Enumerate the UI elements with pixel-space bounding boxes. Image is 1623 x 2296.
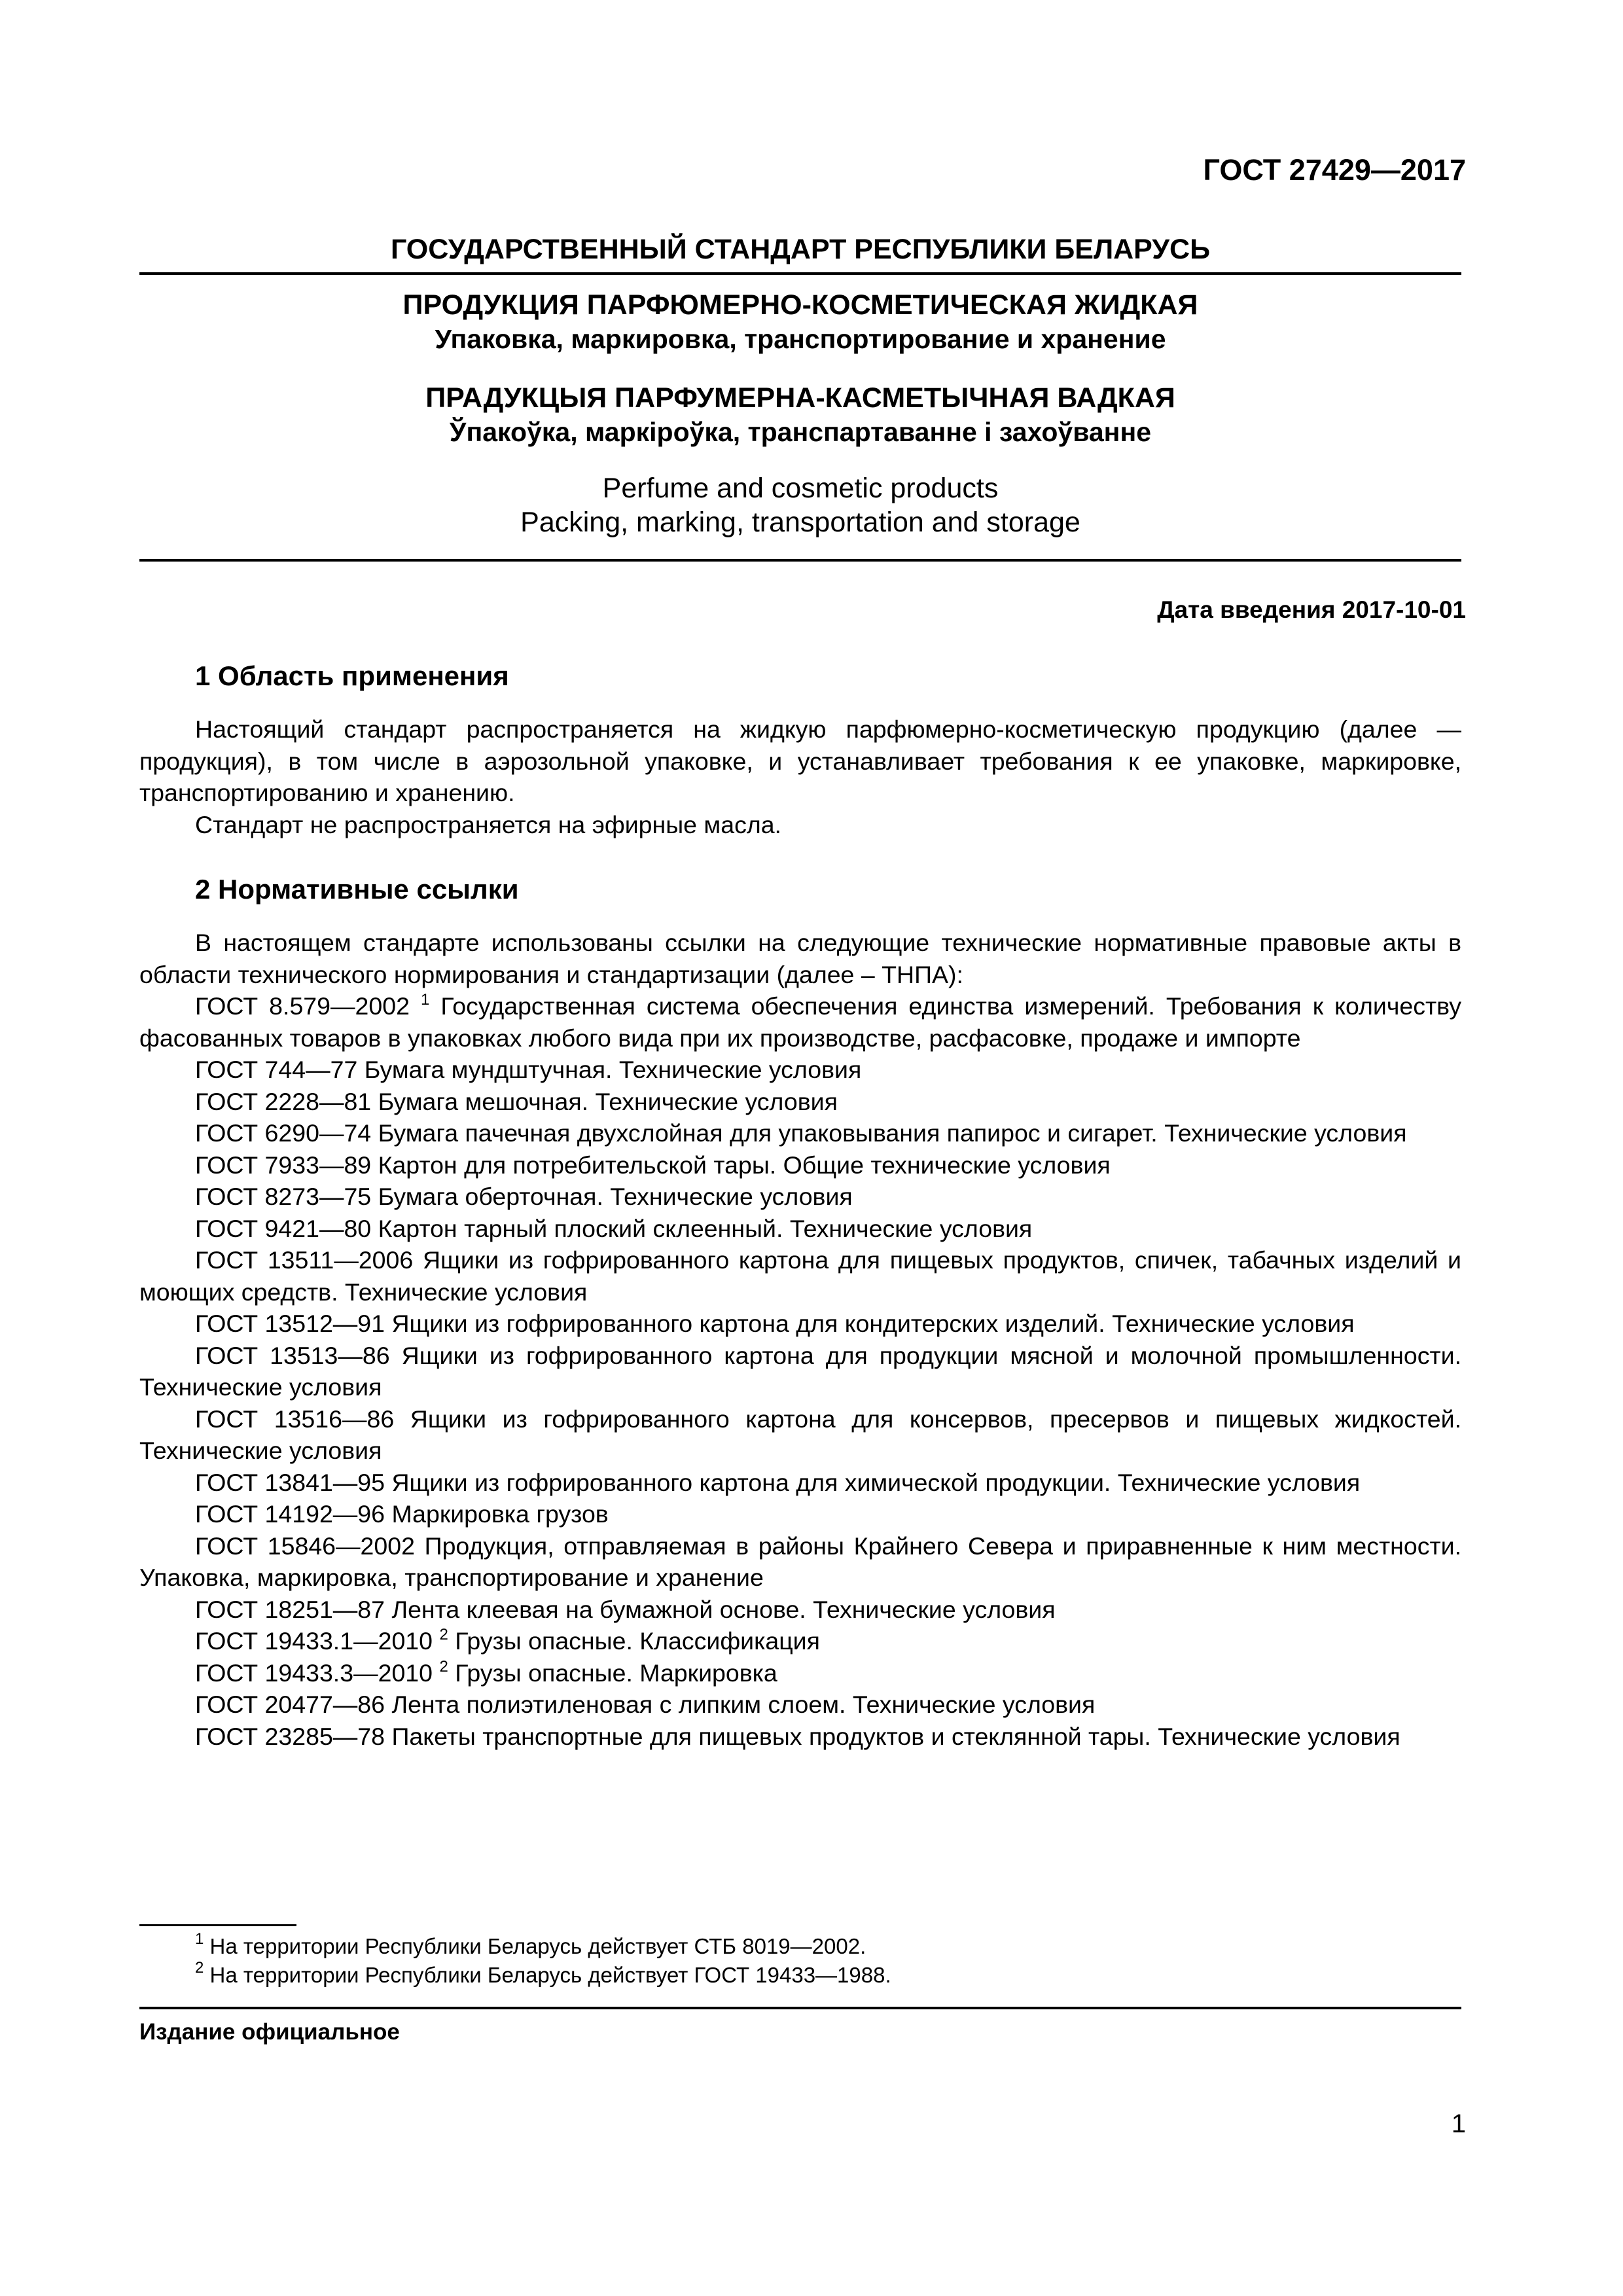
reference-footnote-mark: 2 xyxy=(439,1626,448,1643)
reference-title: Грузы опасные. Маркировка xyxy=(455,1659,777,1687)
reference-title: Ящики из гофрированного картона для химической продукции. Технические условия xyxy=(391,1468,1361,1496)
reference-title: Ящики из гофрированного картона для кондитерских изделий. Технические условия xyxy=(391,1310,1355,1337)
reference-item xyxy=(139,1625,1461,1657)
title-divider xyxy=(139,559,1461,562)
footnote-item xyxy=(195,1932,891,1961)
reference-item xyxy=(139,1340,1461,1403)
state-standard-title: ГОСУДАРСТВЕННЫЙ СТАНДАРТ РЕСПУБЛИКИ БЕЛАРУСЬ xyxy=(390,234,1211,265)
reference-item xyxy=(139,1721,1461,1753)
section-1-body xyxy=(139,713,1461,840)
reference-title: Грузы опасные. Классификация xyxy=(455,1627,820,1655)
reference-item xyxy=(139,990,1461,1054)
footnote-mark: 2 xyxy=(195,1959,204,1977)
footnote-mark: 1 xyxy=(195,1930,204,1948)
reference-title: Государственная система обеспечения единства измерений. Требования к количеству фасованных товаров в упаковках любого вида при их производстве, расфасовке, продаже и импорте xyxy=(139,992,1462,1052)
reference-code: ГОСТ 13511—2006 xyxy=(195,1246,414,1274)
reference-title: Бумага мундштучная. Технические условия xyxy=(364,1056,862,1083)
section-2-body xyxy=(139,927,1461,1752)
reference-item xyxy=(139,1149,1461,1181)
reference-code: ГОСТ 6290—74 xyxy=(195,1119,372,1147)
reference-item xyxy=(139,1086,1461,1118)
reference-code: ГОСТ 18251—87 xyxy=(195,1595,385,1623)
reference-code: ГОСТ 19433.1—2010 xyxy=(195,1627,433,1655)
reference-item xyxy=(139,1403,1461,1467)
reference-title: Продукция, отправляемая в районы Крайнего Севера и приравненные к ним местности. Упаковка, маркировка, транспортирование и хранение xyxy=(139,1532,1462,1591)
reference-code: ГОСТ 2228—81 xyxy=(195,1087,372,1115)
footnote-divider xyxy=(139,1924,296,1926)
reference-item xyxy=(139,1498,1461,1530)
reference-item xyxy=(139,1467,1461,1499)
reference-footnote-mark: 1 xyxy=(421,991,430,1009)
reference-item xyxy=(139,1689,1461,1721)
reference-code: ГОСТ 7933—89 xyxy=(195,1151,372,1179)
reference-item xyxy=(139,1308,1461,1340)
reference-title: Пакеты транспортные для пищевых продуктов и стеклянной тары. Технические условия xyxy=(391,1722,1400,1750)
reference-title: Бумага оберточная. Технические условия xyxy=(378,1183,853,1210)
reference-title: Маркировка грузов xyxy=(391,1500,609,1528)
reference-item xyxy=(139,1530,1461,1594)
edition-label: Издание официальное xyxy=(139,2019,400,2045)
reference-title: Бумага пачечная двухслойная для упаковывания папирос и сигарет. Технические условия xyxy=(378,1119,1407,1147)
reference-item xyxy=(139,1594,1461,1626)
reference-code: ГОСТ 15846—2002 xyxy=(195,1532,415,1560)
reference-code: ГОСТ 13513—86 xyxy=(195,1341,390,1369)
reference-item xyxy=(139,1244,1461,1308)
title-be-main: ПРАДУКЦЫЯ ПАРФУМЕРНА-КАСМЕТЫЧНАЯ ВАДКАЯ xyxy=(425,382,1175,414)
reference-title: Лента полиэтиленовая с липким слоем. Технические условия xyxy=(391,1691,1096,1718)
reference-code: ГОСТ 8273—75 xyxy=(195,1183,372,1210)
introduction-date: Дата введения 2017-10-01 xyxy=(1157,596,1466,623)
footnotes xyxy=(195,1932,891,1990)
reference-code: ГОСТ 13516—86 xyxy=(195,1405,395,1433)
header-divider xyxy=(139,272,1461,275)
reference-item xyxy=(139,1054,1461,1086)
reference-title: Картон тарный плоский склеенный. Технические условия xyxy=(378,1214,1033,1242)
reference-title: Ящики из гофрированного картона для пищевых продуктов, спичек, табачных изделий и моющих средств. Технические условия xyxy=(139,1246,1461,1306)
reference-code: ГОСТ 13841—95 xyxy=(195,1468,385,1496)
section-2-intro: В настоящем стандарте использованы ссылки на следующие технические нормативные правовые акты в области технического нормирования и стандартизации (далее – ТНПА): xyxy=(139,929,1461,988)
title-be-sub: Ўпакоўка, маркіроўка, транспартаванне і захоўванне xyxy=(449,417,1152,447)
reference-title: Ящики из гофрированного картона для консервов, пресервов и пищевых жидкостей. Технические условия xyxy=(139,1405,1461,1464)
reference-code: ГОСТ 20477—86 xyxy=(195,1691,385,1718)
reference-footnote-mark: 2 xyxy=(439,1657,448,1676)
section-1-title: 1 Область применения xyxy=(195,660,509,691)
title-en-sub: Packing, marking, transportation and storage xyxy=(520,507,1080,538)
reference-code: ГОСТ 9421—80 xyxy=(195,1214,372,1242)
reference-item xyxy=(139,1657,1461,1689)
footnote-item xyxy=(195,1961,891,1990)
page-number: 1 xyxy=(1451,2109,1466,2138)
reference-title: Лента клеевая на бумажной основе. Технические условия xyxy=(391,1595,1056,1623)
footnote-text: На территории Республики Беларусь действует ГОСТ 19433—1988. xyxy=(209,1963,891,1987)
reference-code: ГОСТ 13512—91 xyxy=(195,1310,385,1337)
reference-code: ГОСТ 744—77 xyxy=(195,1056,358,1083)
title-en-main: Perfume and cosmetic products xyxy=(602,473,999,504)
reference-item xyxy=(139,1117,1461,1149)
footer-divider xyxy=(139,2007,1461,2009)
title-ru-sub: Упаковка, маркировка, транспортирование и хранение xyxy=(435,324,1166,354)
section-1-paragraph: Настоящий стандарт распространяется на жидкую парфюмерно-косметическую продукцию (далее — продукция), в том числе в аэрозольной упаковке, и устанавливает требования к ее упаковке, маркировке, транспортированию и хранению. xyxy=(139,715,1461,806)
reference-code: ГОСТ 19433.3—2010 xyxy=(195,1659,433,1687)
title-ru-main: ПРОДУКЦИЯ ПАРФЮМЕРНО-КОСМЕТИЧЕСКАЯ ЖИДКАЯ xyxy=(402,289,1198,321)
reference-title: Ящики из гофрированного картона для продукции мясной и молочной промышленности. Технические условия xyxy=(139,1341,1461,1401)
reference-code: ГОСТ 8.579—2002 xyxy=(195,992,410,1020)
footnote-text: На территории Республики Беларусь действует СТБ 8019—2002. xyxy=(209,1934,866,1958)
reference-item xyxy=(139,1213,1461,1245)
reference-item xyxy=(139,1181,1461,1213)
section-2-title: 2 Нормативные ссылки xyxy=(195,874,519,905)
section-1-paragraph: Стандарт не распространяется на эфирные масла. xyxy=(195,810,781,838)
title-belarusian xyxy=(139,381,1461,449)
title-russian xyxy=(139,288,1461,356)
reference-code: ГОСТ 14192—96 xyxy=(195,1500,385,1528)
reference-title: Картон для потребительской тары. Общие технические условия xyxy=(378,1151,1111,1179)
title-english xyxy=(139,471,1461,539)
normative-references-list xyxy=(139,990,1461,1752)
reference-title: Бумага мешочная. Технические условия xyxy=(378,1087,838,1115)
reference-code: ГОСТ 23285—78 xyxy=(195,1722,385,1750)
standard-code: ГОСТ 27429—2017 xyxy=(1203,153,1466,187)
